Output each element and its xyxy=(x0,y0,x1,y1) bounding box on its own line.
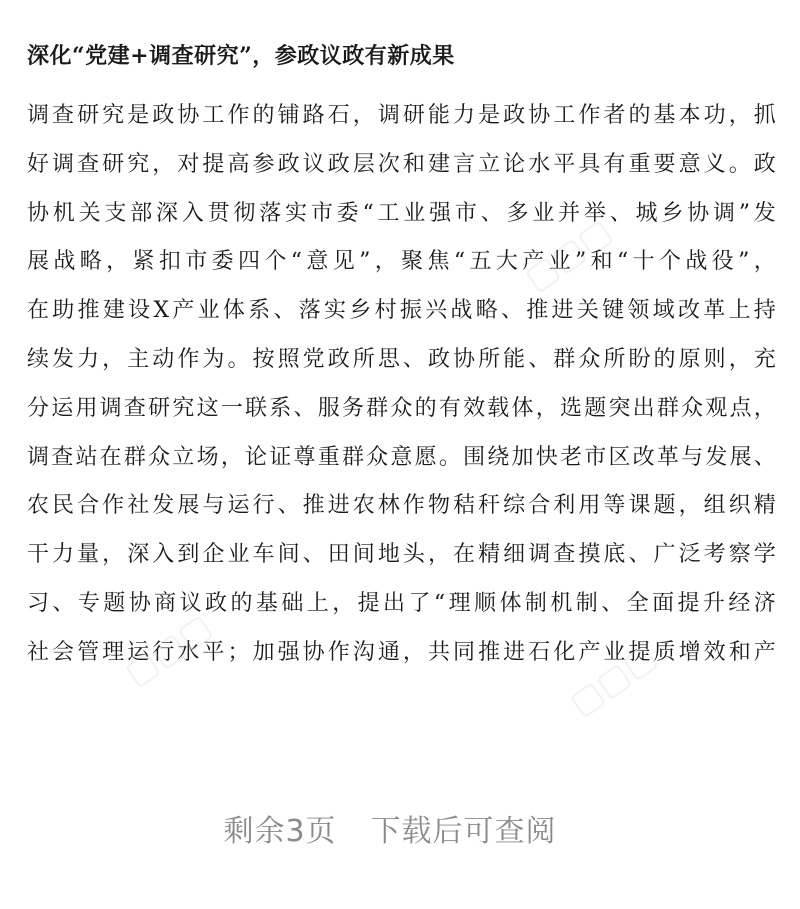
paragraph-line: 在助推建设X产业体系、落实乡村振兴战略、推进关键领域改革上持 xyxy=(27,298,777,324)
download-prompt[interactable] xyxy=(0,806,780,850)
section-heading: 深化“党建+调查研究”，参政议政有新成果 xyxy=(27,43,455,69)
watermark: ▢▢▢ xyxy=(117,605,220,695)
paragraph-line: 协机关支部深入贯彻落实市委“工业强市、多业并举、城乡协调”发 xyxy=(27,200,777,226)
paragraph-line: 好调查研究，对提高参政议政层次和建言立论水平具有重要意义。政 xyxy=(27,151,777,177)
remaining-pages-text: 剩余3页 xyxy=(223,814,337,849)
body-paragraph xyxy=(27,92,777,678)
paragraph-line: 续发力，主动作为。按照党政所思、政协所能、群众所盼的原则，充 xyxy=(27,346,777,372)
paragraph-line: 干力量，深入到企业车间、田间地头，在精细调查摸底、广泛考察学 xyxy=(27,542,777,568)
watermark: ▢▢▢ xyxy=(517,210,620,300)
paragraph-line: 分运用调查研究这一联系、服务群众的有效载体，选题突出群众观点， xyxy=(27,395,777,421)
paragraph-line: 调查站在群众立场，论证尊重群众意愿。围绕加快老市区改革与发展、 xyxy=(27,444,777,470)
paragraph-line: 社会管理运行水平；加强协作沟通，共同推进石化产业提质增效和产 xyxy=(27,639,777,665)
paragraph-line: 调查研究是政协工作的铺路石，调研能力是政协工作者的基本功，抓 xyxy=(27,103,777,128)
watermark: ▢▢▢ xyxy=(562,635,665,725)
paragraph-line: 农民合作社发展与运行、推进农林作物秸秆综合利用等课题，组织精 xyxy=(27,493,777,519)
paragraph-line: 展战略，紧扣市委四个“意见”，聚焦“五大产业”和“十个战役”， xyxy=(27,249,777,275)
download-hint-text: 下载后可查阅 xyxy=(370,814,557,849)
paragraph-line: 习、专题协商议政的基础上，提出了“理顺体制机制、全面提升经济 xyxy=(27,590,777,616)
